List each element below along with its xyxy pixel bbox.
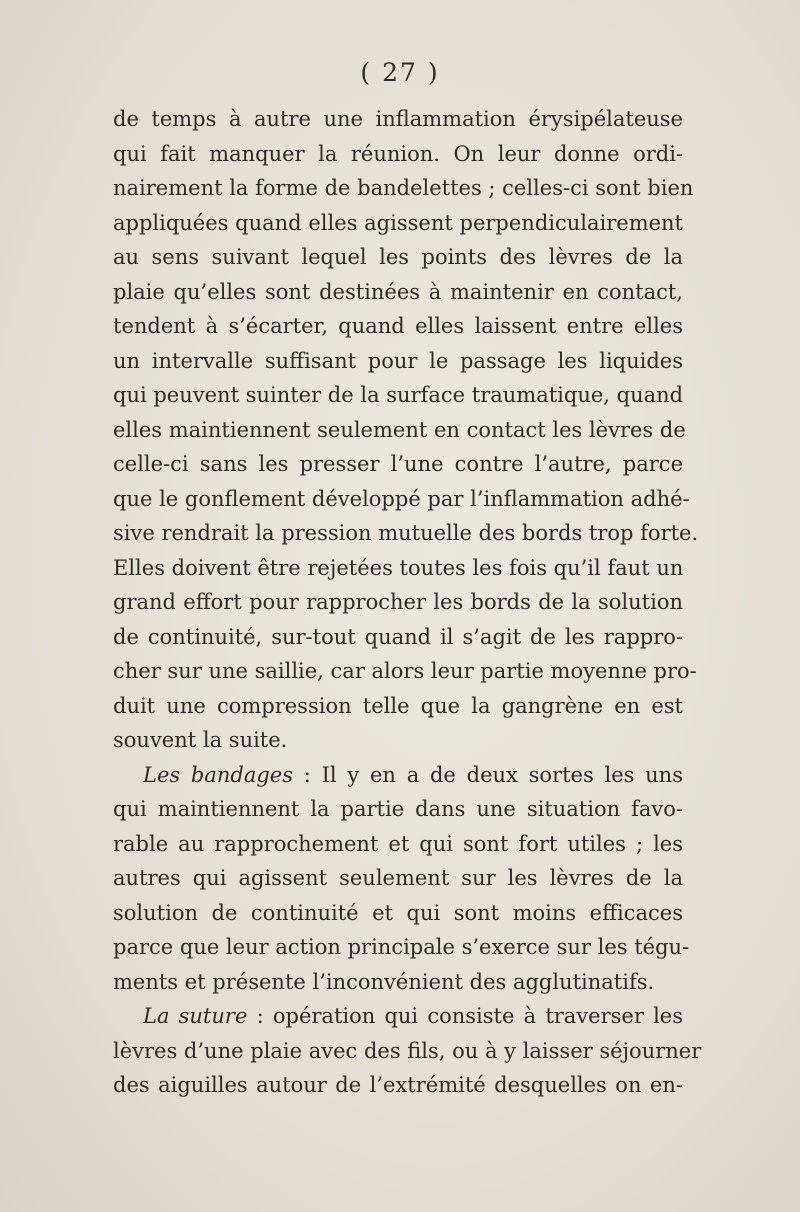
line-text: appliquées quand elles agissent perpendiculairement — [113, 210, 683, 235]
line-text: autres qui agissent seulement sur les lèvres de la — [113, 866, 683, 890]
page-number: ( 27 ) — [360, 58, 440, 87]
text-line — [113, 240, 683, 275]
text-line — [113, 206, 683, 241]
text-line — [113, 999, 683, 1034]
line-text: nairement la forme de bandelettes ; celles-ci sont bien — [113, 176, 694, 200]
text-line — [113, 413, 686, 448]
line-text: lèvres d’une plaie avec des fils, ou à y laisser séjourner — [113, 1038, 702, 1063]
italic-term: La suture — [143, 1004, 248, 1028]
text-line — [113, 896, 683, 931]
line-text: : opération qui consiste à traverser les — [247, 1004, 684, 1028]
line-text: qui fait manquer la réunion. On leur donne ordi- — [113, 141, 683, 166]
line-text: souvent la suite. — [113, 728, 288, 752]
text-line — [113, 758, 683, 793]
text-line — [113, 102, 683, 137]
line-text: ments et présente l’inconvénient des agglutinatifs. — [113, 969, 655, 994]
text-line — [113, 137, 683, 172]
line-text: parce que leur action principale s’exerce sur les tégu- — [113, 935, 690, 959]
text-line — [113, 447, 683, 482]
text-line — [113, 965, 683, 1000]
text-line — [113, 344, 683, 379]
line-text: : Il y en a de deux sortes les uns — [293, 762, 683, 787]
line-text: que le gonflement développé par l’inflammation adhé- — [113, 486, 690, 511]
text-line — [113, 861, 683, 896]
text-line — [113, 378, 683, 413]
text-line — [113, 689, 683, 724]
line-text: duit une compression telle que la gangrène en est — [113, 693, 683, 718]
text-line — [113, 930, 690, 965]
text-line — [113, 723, 683, 758]
line-text: au sens suivant lequel les points des lèvres de la — [113, 245, 683, 269]
line-text: tendent à s’écarter, quand elles laissent entre elles — [113, 314, 683, 338]
text-line — [113, 792, 683, 827]
line-text: de temps à autre une inflammation érysipélateuse — [113, 107, 683, 131]
line-text: solution de continuité et qui sont moins efficaces — [113, 900, 683, 925]
text-line — [113, 551, 683, 586]
line-text: des aiguilles autour de l’extrémité desquelles on en- — [113, 1073, 683, 1097]
text-line — [113, 1034, 702, 1069]
text-line — [113, 482, 690, 517]
line-text: de continuité, sur-tout quand il s’agit de les rappro- — [113, 624, 683, 649]
line-text: elles maintiennent seulement en contact les lèvres de — [113, 417, 686, 442]
line-text: qui maintiennent la partie dans une situation favo- — [113, 797, 683, 821]
text-line — [113, 275, 683, 310]
text-line — [113, 1068, 683, 1103]
text-line — [113, 620, 683, 655]
line-text: sive rendrait la pression mutuelle des bords trop forte. — [113, 521, 699, 545]
body-text — [113, 102, 702, 1103]
line-text: cher sur une saillie, car alors leur partie moyenne pro- — [113, 659, 697, 683]
line-text: Elles doivent être rejetées toutes les fois qu’il faut un — [113, 555, 684, 580]
line-text: un intervalle suffisant pour le passage les liquides — [113, 348, 683, 373]
text-line — [113, 171, 694, 206]
line-text: rable au rapprochement et qui sont fort utiles ; les — [113, 831, 683, 856]
text-line — [113, 654, 697, 689]
line-text: plaie qu’elles sont destinées à maintenir en contact, — [113, 279, 683, 304]
text-line — [113, 827, 683, 862]
text-line — [113, 585, 683, 620]
line-text: qui peuvent suinter de la surface traumatique, quand — [113, 383, 684, 407]
italic-term: Les bandages — [143, 762, 294, 787]
text-line — [113, 516, 699, 551]
text-line — [113, 309, 683, 344]
line-text: grand effort pour rapprocher les bords de la solution — [113, 590, 683, 614]
line-text: celle-ci sans les presser l’une contre l’autre, parce — [113, 452, 683, 476]
